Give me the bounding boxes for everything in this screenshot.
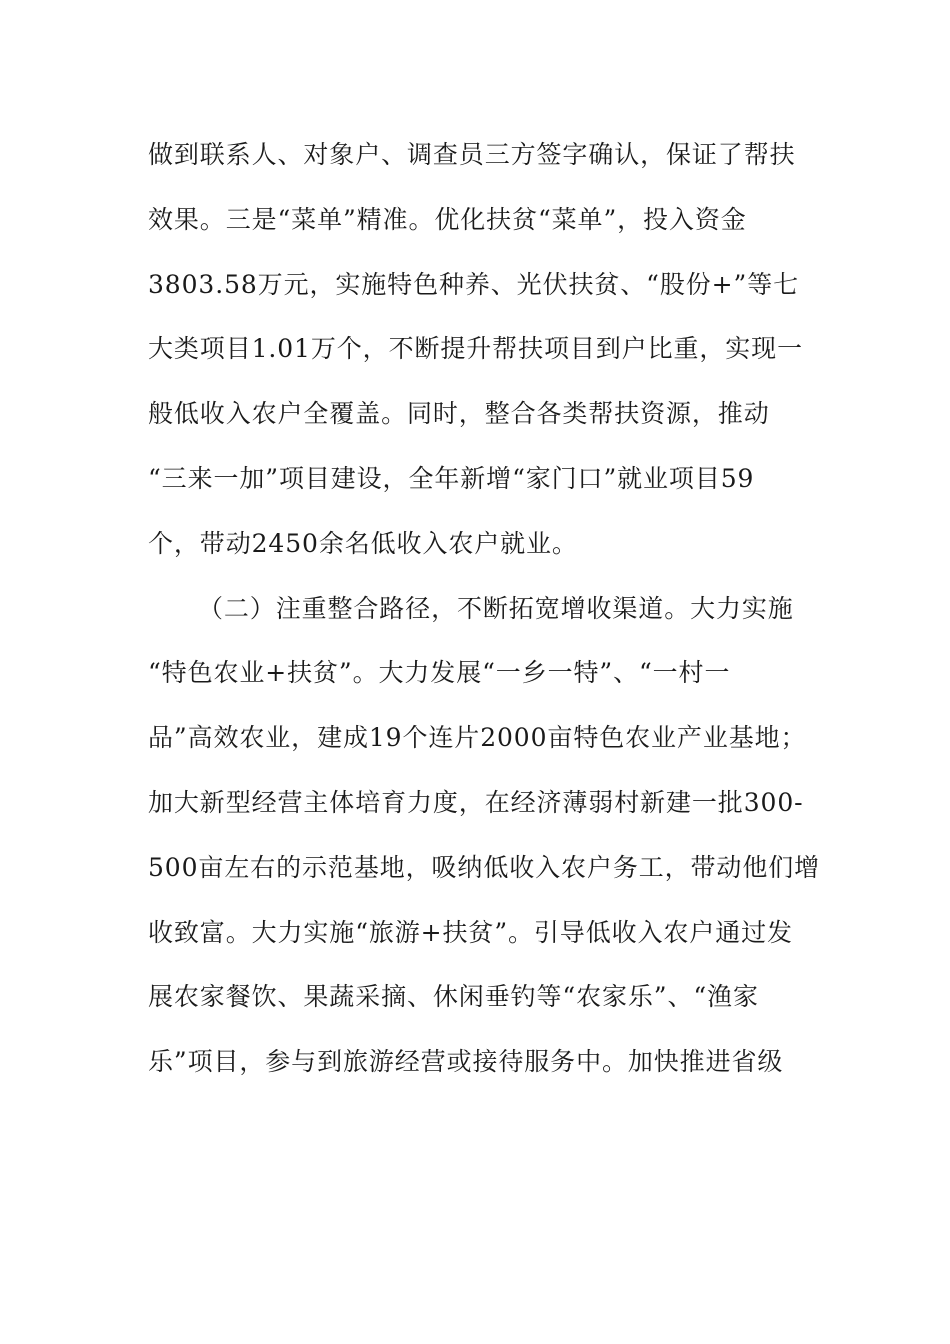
- text-line: “特色农业+扶贫”。大力发展“一乡一特”、“一村一: [148, 658, 731, 688]
- text-line: 般低收入农户全覆盖。同时，整合各类帮扶资源，推动: [148, 399, 770, 429]
- text-line: 品”高效农业，建成19个连片2000亩特色农业产业基地；: [148, 723, 807, 753]
- text-line: 个，带动2450余名低收入农户就业。: [148, 528, 578, 558]
- text-line: 加大新型经营主体培育力度，在经济薄弱村新建一批300-: [148, 787, 804, 817]
- text-line: 展农家餐饮、果蔬采摘、休闲垂钓等“农家乐”、“渔家: [148, 982, 759, 1012]
- text-line: 收致富。大力实施“旅游+扶贫”。引导低收入农户通过发: [148, 917, 793, 947]
- text-line: 乐”项目，参与到旅游经营或接待服务中。加快推进省级: [148, 1047, 784, 1077]
- body-text: [148, 123, 821, 1095]
- text-line: 500亩左右的示范基地，吸纳低收入农户务工，带动他们增: [148, 852, 821, 882]
- text-line: 大类项目1.01万个，不断提升帮扶项目到户比重，实现一: [148, 334, 803, 364]
- text-line: “三来一加”项目建设，全年新增“家门口”就业项目59: [148, 463, 755, 493]
- text-line: 3803.58万元，实施特色种养、光伏扶贫、“股份+”等七: [148, 269, 799, 299]
- text-line: 做到联系人、对象户、调查员三方签字确认，保证了帮扶: [148, 140, 796, 169]
- text-line: 效果。三是“菜单”精准。优化扶贫“菜单”，投入资金: [148, 204, 747, 234]
- section-heading-line: （二）注重整合路径，不断拓宽增收渠道。大力实施: [198, 593, 794, 623]
